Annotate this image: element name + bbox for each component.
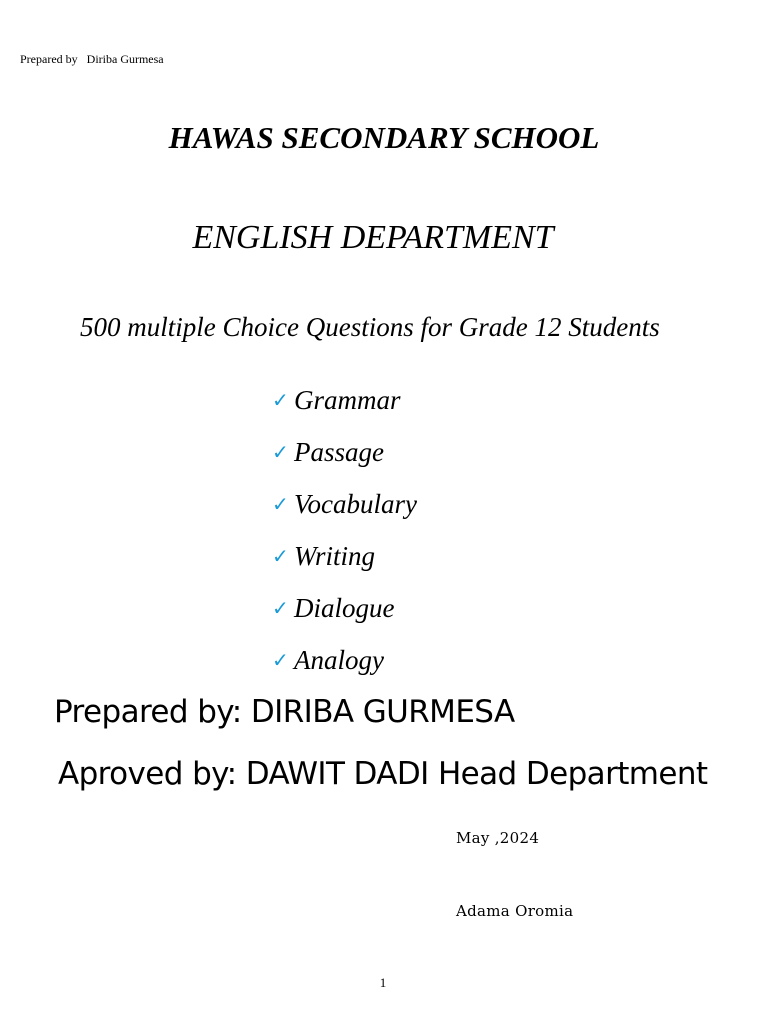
document-subtitle: 500 multiple Choice Questions for Grade 12 Students xyxy=(80,312,660,342)
header-prefix: Prepared by xyxy=(20,52,78,66)
page-header xyxy=(20,52,164,67)
topic-item-writing xyxy=(272,530,417,582)
checkmark-icon: ✓ xyxy=(272,544,289,568)
topic-label: Writing xyxy=(294,540,376,571)
topic-label: Analogy xyxy=(294,644,384,675)
checkmark-icon: ✓ xyxy=(272,596,289,620)
topic-label: Grammar xyxy=(294,384,401,415)
school-name: HAWAS SECONDARY SCHOOL xyxy=(168,120,600,155)
topic-label: Dialogue xyxy=(294,592,395,623)
topic-item-passage xyxy=(272,426,417,478)
approved-by: Aproved by: DAWIT DADI Head Department xyxy=(58,756,708,792)
checkmark-icon: ✓ xyxy=(272,440,289,464)
header-author: Diriba Gurmesa xyxy=(86,52,164,66)
checkmark-icon: ✓ xyxy=(272,648,289,672)
topic-item-dialogue xyxy=(272,582,417,634)
topic-label: Vocabulary xyxy=(294,488,417,519)
topic-item-grammar xyxy=(272,374,417,426)
document-location: Adama Oromia xyxy=(456,902,574,920)
topic-list xyxy=(272,374,417,686)
checkmark-icon: ✓ xyxy=(272,388,289,412)
topic-item-analogy xyxy=(272,634,417,686)
prepared-by: Prepared by: DIRIBA GURMESA xyxy=(54,694,515,730)
document-date: May ,2024 xyxy=(456,829,540,847)
page-number: 1 xyxy=(379,975,387,990)
topic-item-vocabulary xyxy=(272,478,417,530)
topic-label: Passage xyxy=(294,436,384,467)
checkmark-icon: ✓ xyxy=(272,492,289,516)
department-title: ENGLISH DEPARTMENT xyxy=(192,219,554,256)
